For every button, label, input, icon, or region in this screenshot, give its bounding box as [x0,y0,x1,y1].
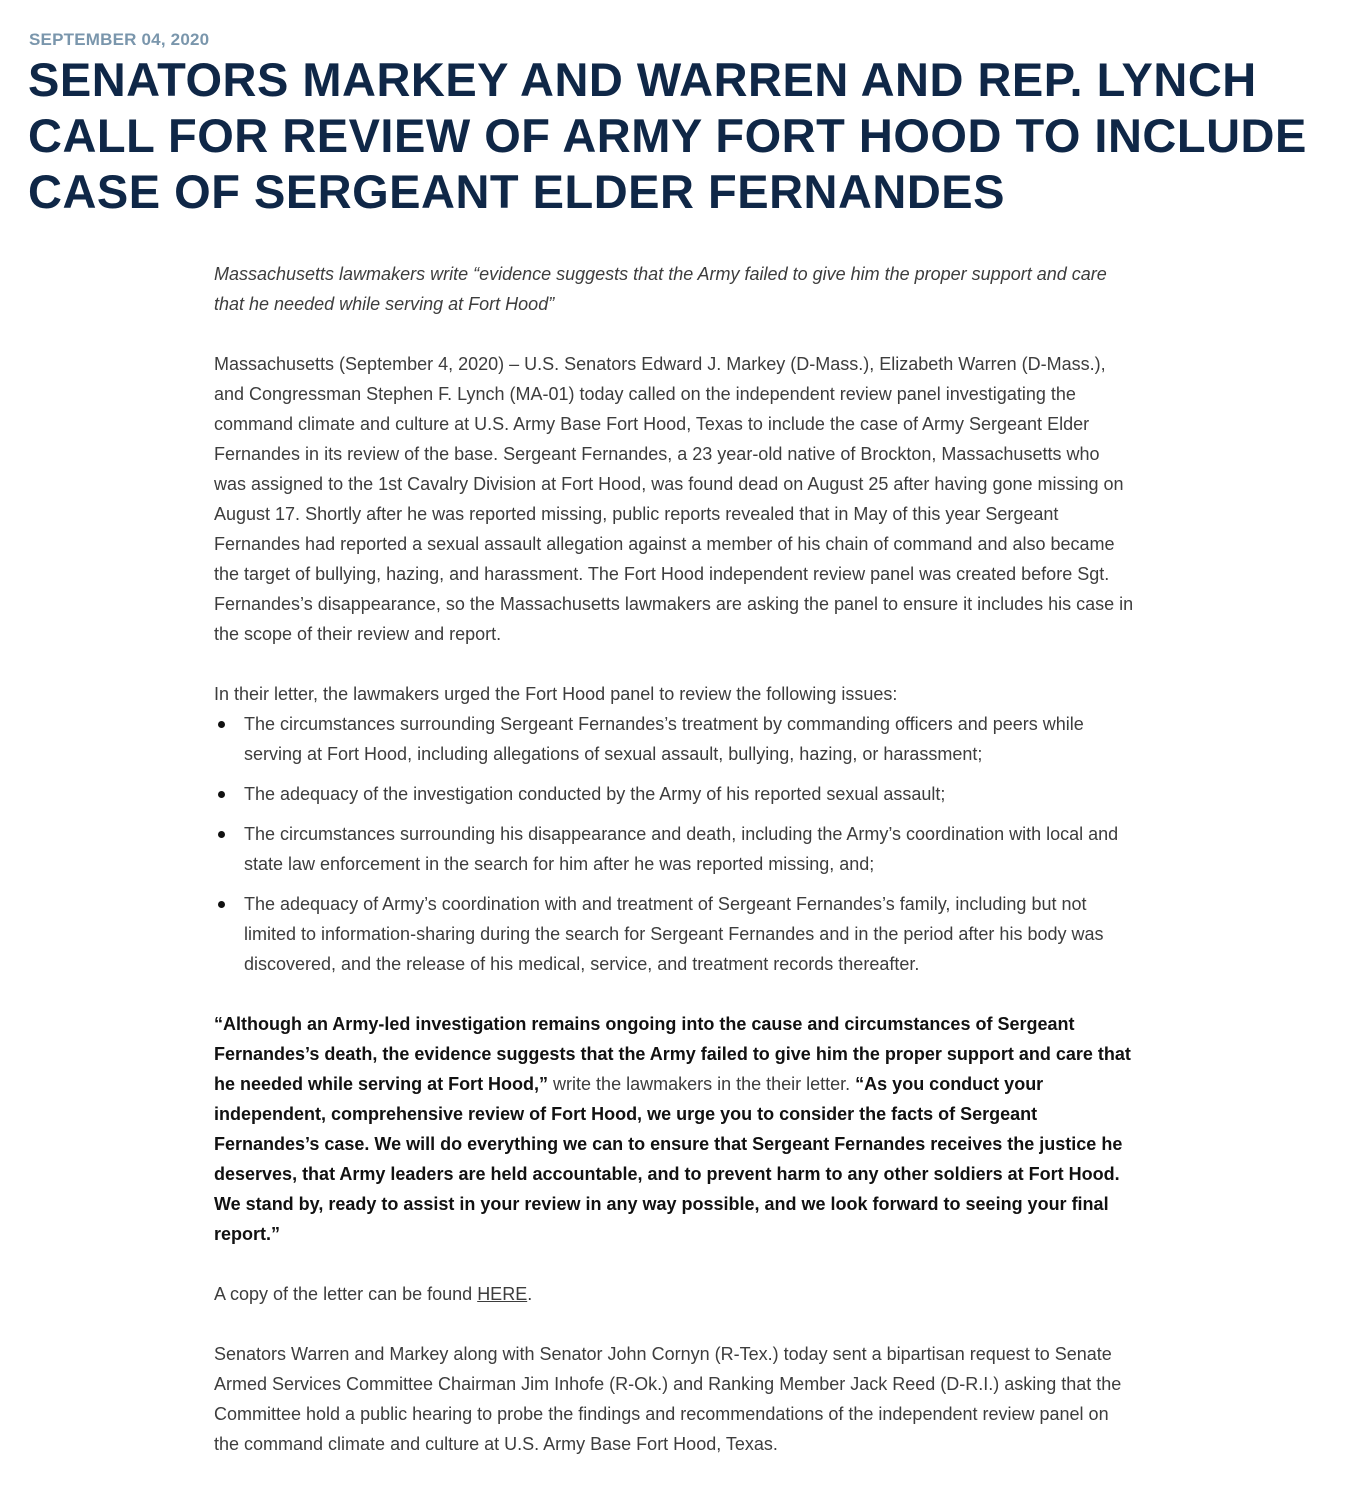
intro-paragraph: Massachusetts (September 4, 2020) – U.S. Senators Edward J. Markey (D-Mass.), Elizabeth Warren (D-Mass.), and Congressman Stephen F. Lynch (MA-01) today called on the independent review panel investigating the command climate and culture at U.S. Army Base Fort Hood, Texas to include the case of Army Sergeant Elder Fernandes in its review of the base. Sergeant Fernandes, a 23 year-old native of Brockton, Massachusetts who was assigned to the 1st Cavalry Division at Fort Hood, was found dead on August 25 after having gone missing on August 17. Shortly after he was reported missing, public reports revealed that in May of this year Sergeant Fernandes had reported a sexual assault allegation against a member of his chain of command and also became the target of bullying, hazing, and harassment. The Fort Hood independent review panel was created before Sgt. Fernandes’s disappearance, so the Massachusetts lawmakers are asking the panel to ensure it includes his case in the scope of their review and report. [214,354,1134,644]
list-item: The circumstances surrounding Sergeant Fernandes’s treatment by commanding officers and peers while serving at Fort Hood, including allegations of sexual assault, bullying, hazing, or harassment; [244,709,1134,769]
bullet-icon [218,901,225,908]
article-subtitle: Massachusetts lawmakers write “evidence suggests that the Army failed to give him the proper support and care that he needed while serving at Fort Hood” [214,264,1107,314]
quote-part-1: “Although an Army-led investigation remains ongoing into the cause and circumstances of Sergeant Fernandes’s death, the evidence suggests that the Army failed to give him the proper support and care that he needed while serving at Fort Hood,” [214,1014,1131,1094]
article-date: SEPTEMBER 04, 2020 [29,30,210,49]
letter-copy-paragraph: A copy of the letter can be found HERE. [214,1284,533,1304]
quote-part-2: “As you conduct your independent, comprehensive review of Fort Hood, we urge you to consider the facts of Sergeant Fernandes’s case. We will do everything we can to ensure that Sergeant Fernandes receives the justice he deserves, that Army leaders are held accountable, and to prevent harm to any other soldiers at Fort Hood. We stand by, ready to assist in your review in any way possible, and we look forward to seeing your final report.” [214,1074,1123,1244]
list-item: The adequacy of Army’s coordination with and treatment of Sergeant Fernandes’s family, including but not limited to information-sharing during the search for Sergeant Fernandes and in the period after his body was discovered, and the release of his medical, service, and treatment records thereafter. [244,889,1134,979]
bullet-icon [218,721,225,728]
closing-paragraph: Senators Warren and Markey along with Senator John Cornyn (R-Tex.) today sent a bipartisan request to Senate Armed Services Committee Chairman Jim Inhofe (R-Ok.) and Ranking Member Jack Reed (D-R.I.) asking that the Committee hold a public hearing to probe the findings and recommendations of the independent review panel on the command climate and culture at U.S. Army Base Fort Hood, Texas. [214,1344,1122,1454]
bullet-icon [218,831,225,838]
issues-list [214,709,1134,979]
quote-attribution: write the lawmakers in the their letter. [548,1074,856,1094]
list-item: The circumstances surrounding his disappearance and death, including the Army’s coordination with local and state law enforcement in the search for him after he was reported missing, and; [244,819,1134,879]
bullet-icon [218,791,225,798]
page-title: SENATORS MARKEY AND WARREN AND REP. LYNCH CALL FOR REVIEW OF ARMY FORT HOOD TO INCLUDE CASE OF SERGEANT ELDER FERNANDES [28,53,1307,218]
issues-intro: In their letter, the lawmakers urged the Fort Hood panel to review the following issues: [214,684,898,704]
letter-link[interactable]: HERE [477,1284,528,1304]
article-body [214,259,1134,1459]
list-item: The adequacy of the investigation conducted by the Army of his reported sexual assault; [244,779,1134,809]
quote-paragraph [214,1009,1134,1249]
